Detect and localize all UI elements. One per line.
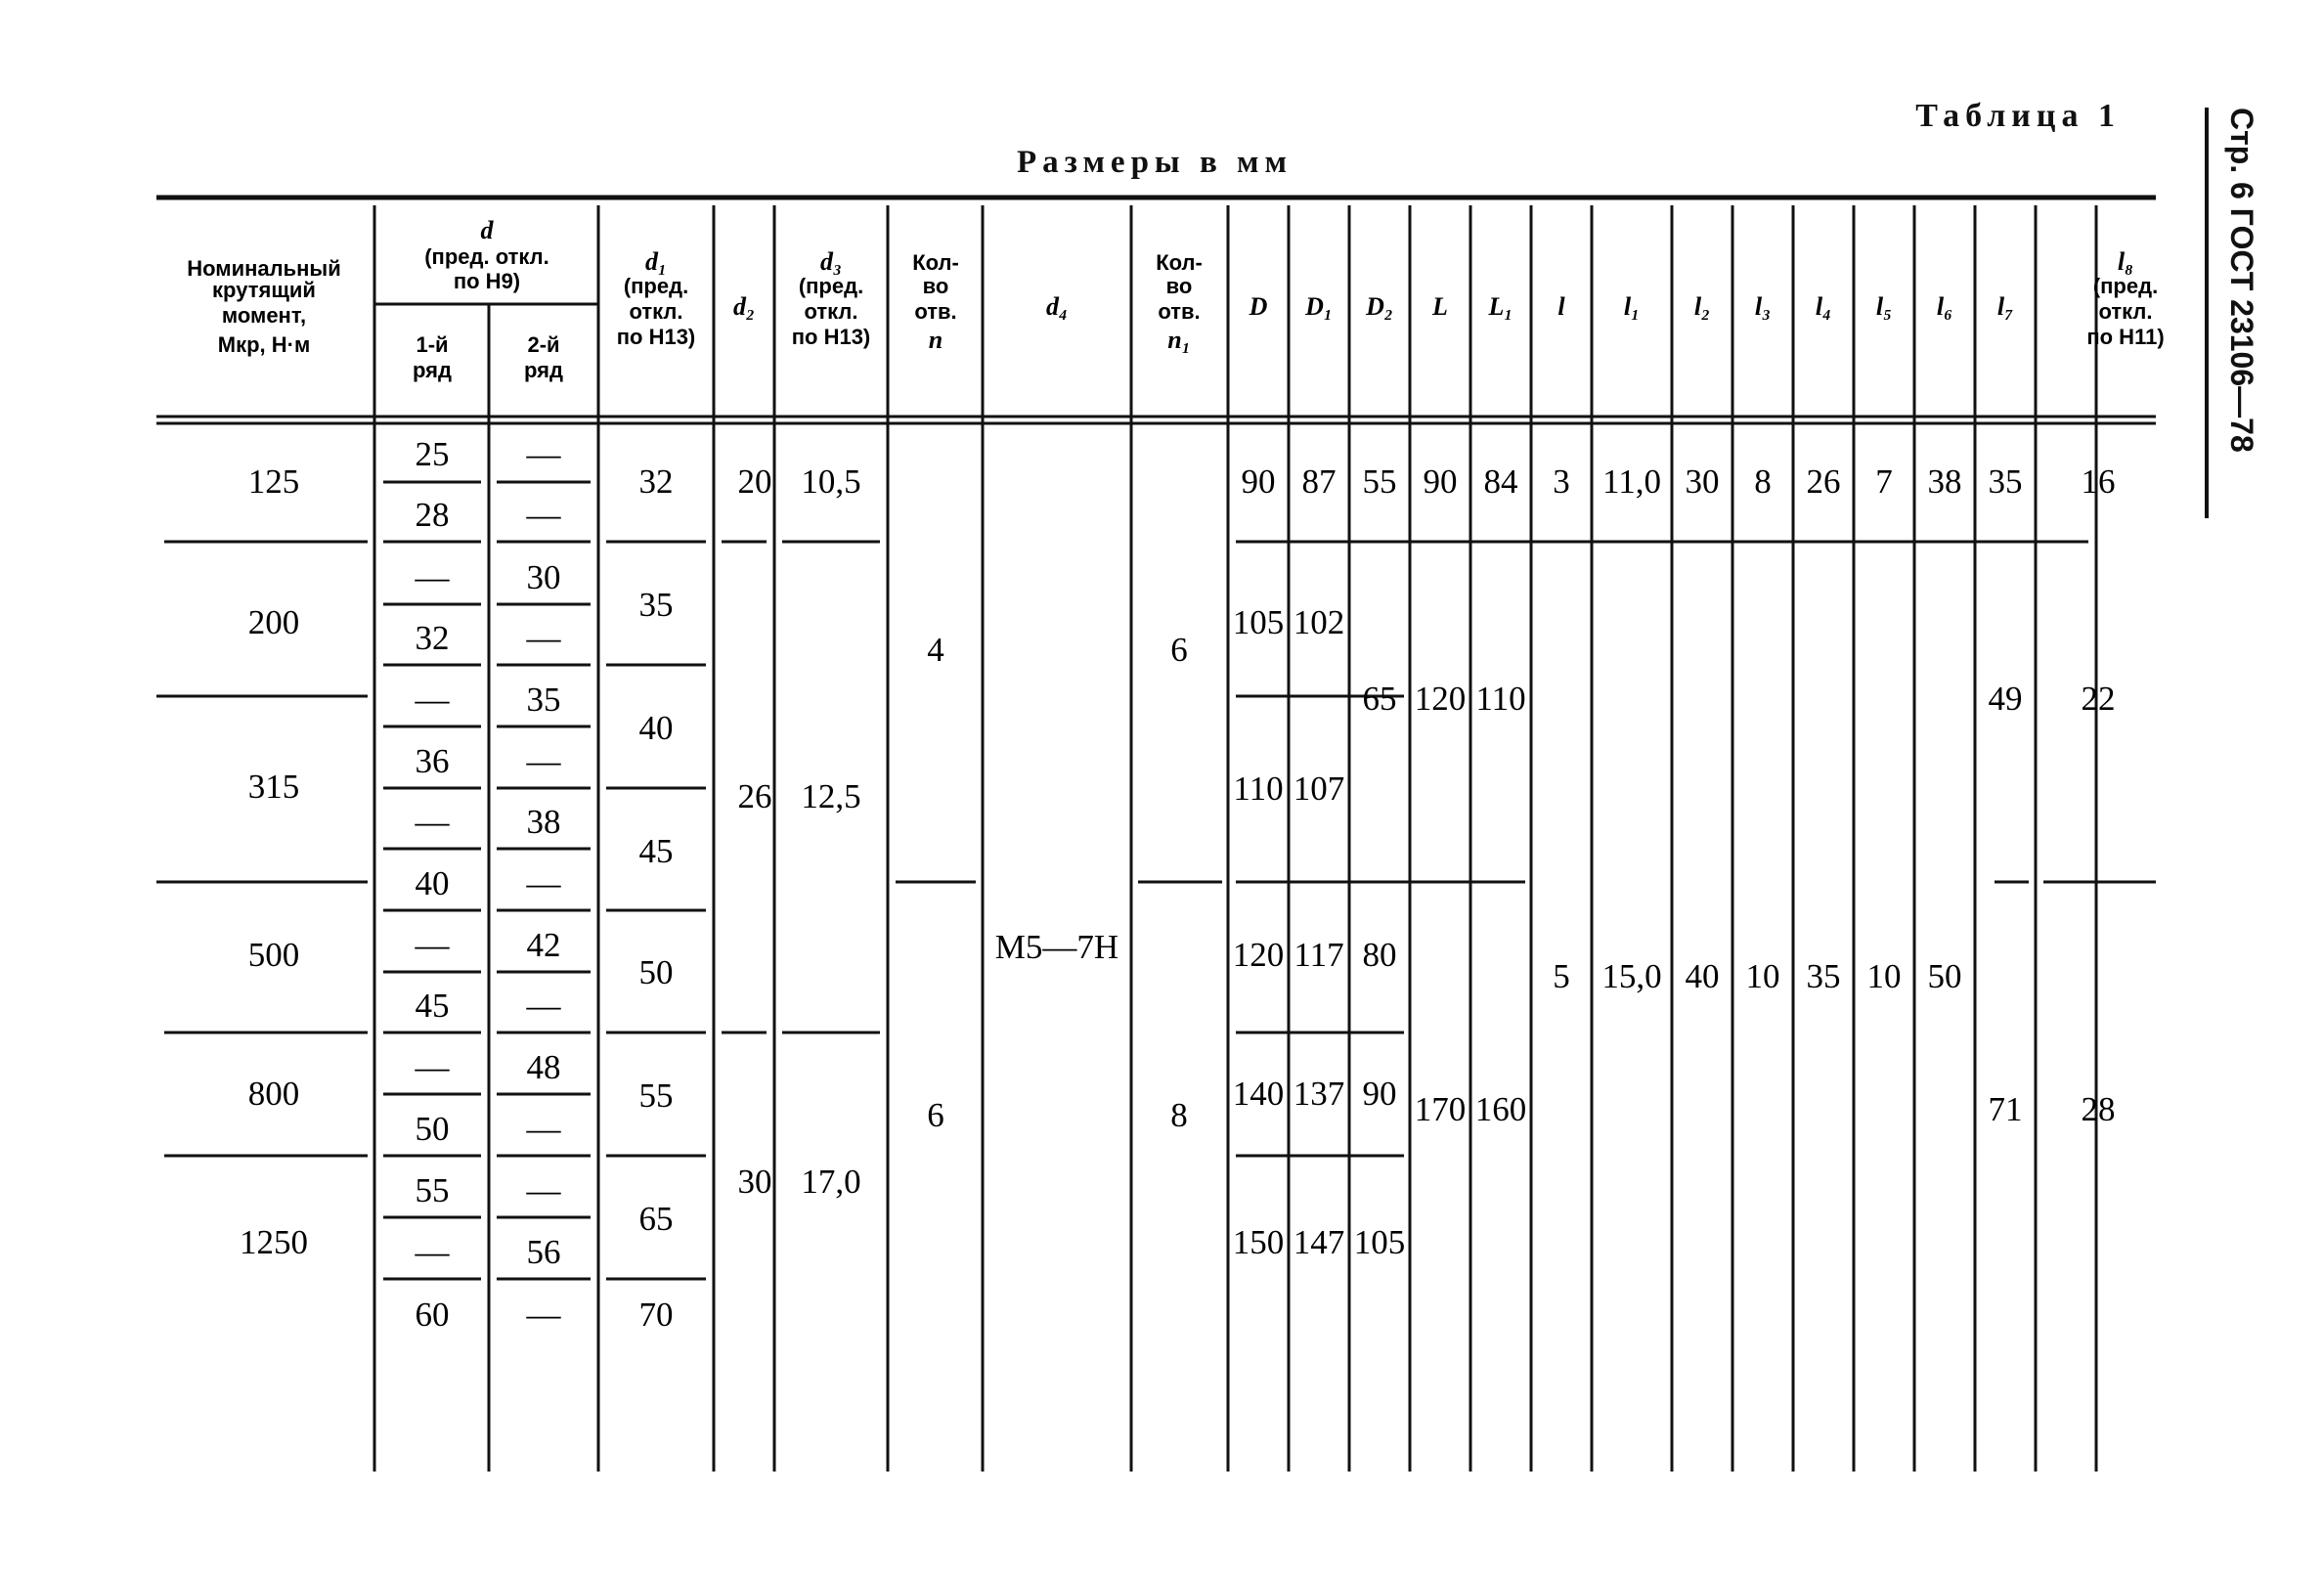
svg-text:15,0: 15,0 [1601,957,1662,995]
column-header-L: L [1432,292,1448,321]
svg-text:107: 107 [1293,769,1345,808]
svg-text:3: 3 [1553,462,1570,501]
svg-text:36: 36 [415,742,450,780]
d2-values [738,462,772,1201]
svg-text:42: 42 [526,926,561,964]
svg-text:50: 50 [1927,957,1962,995]
svg-text:(пред. откл.: (пред. откл. [424,244,549,269]
d-row2-values [526,435,562,1334]
svg-text:ряд: ряд [524,358,563,382]
svg-text:—: — [415,803,450,841]
svg-text:30: 30 [737,1163,772,1201]
svg-text:26: 26 [737,777,772,815]
svg-text:45: 45 [638,832,674,870]
svg-text:d₁: d₁ [644,247,668,276]
side-page-text: Стр. 6 ГОСТ 23106—78 [2224,108,2259,453]
column-header-l6: l₆ [1936,292,1953,321]
d1-values [639,462,674,1334]
svg-text:(пред.: (пред. [2092,274,2159,298]
table-cell: 125 [247,462,300,501]
svg-text:28: 28 [2081,1090,2116,1128]
svg-text:40: 40 [1685,957,1720,995]
svg-text:—: — [526,496,561,534]
svg-text:150: 150 [1232,1223,1285,1261]
svg-text:110: 110 [1233,769,1284,808]
svg-text:50: 50 [638,953,674,991]
column-header-d4: d₄ [1045,292,1069,321]
svg-text:(пред.: (пред. [623,274,689,298]
svg-text:17,0: 17,0 [801,1163,861,1201]
svg-text:32: 32 [638,462,674,501]
svg-text:5: 5 [1553,957,1570,995]
svg-text:—: — [526,987,561,1025]
svg-text:—: — [526,1296,561,1334]
svg-text:10,5: 10,5 [801,462,861,501]
svg-text:откл.: откл. [629,299,683,324]
svg-text:—: — [415,558,450,596]
svg-text:6: 6 [927,1096,944,1134]
svg-text:—: — [415,926,450,964]
column-header-d2: d₂ [732,292,756,321]
svg-text:70: 70 [638,1296,674,1334]
svg-text:—: — [526,742,561,780]
svg-text:d: d [480,216,494,244]
svg-text:35: 35 [1806,957,1841,995]
column-header-d1 [617,247,696,349]
svg-text:n: n [928,326,943,354]
svg-text:40: 40 [415,864,450,902]
svg-text:90: 90 [1241,462,1276,501]
column-header-mkr [187,256,340,357]
svg-text:—: — [526,619,561,657]
svg-text:35: 35 [526,681,561,719]
svg-text:6: 6 [1170,631,1188,669]
svg-text:35: 35 [638,586,674,624]
table-cell: 800 [247,1075,300,1113]
table-cell: 200 [247,603,300,641]
svg-text:25: 25 [415,435,450,473]
svg-text:30: 30 [526,558,561,596]
svg-text:102: 102 [1293,603,1345,641]
D-values [1233,462,1285,1261]
svg-text:137: 137 [1293,1075,1345,1113]
column-lines [374,205,2096,1472]
svg-text:56: 56 [526,1233,561,1271]
svg-text:22: 22 [2081,680,2116,718]
svg-text:n₁: n₁ [1167,326,1191,354]
table-cell: 315 [247,768,300,806]
svg-text:110: 110 [1475,680,1526,718]
svg-text:—: — [415,1233,450,1271]
svg-text:по H11): по H11) [2086,325,2165,349]
svg-text:10: 10 [1866,957,1902,995]
svg-text:7: 7 [1875,462,1893,501]
column-header-l4: l₄ [1815,292,1832,321]
svg-text:45: 45 [415,987,450,1025]
svg-text:55: 55 [638,1077,674,1115]
svg-text:Кол-: Кол- [1156,250,1203,275]
d3-values [801,462,860,1201]
svg-text:105: 105 [1353,1223,1406,1261]
svg-text:по H13): по H13) [616,325,696,349]
svg-text:60: 60 [415,1296,450,1334]
svg-text:71: 71 [1988,1090,2023,1128]
svg-text:1-й: 1-й [416,332,449,357]
svg-text:26: 26 [1806,462,1841,501]
svg-text:(пред.: (пред. [798,274,864,298]
svg-text:16: 16 [2081,462,2116,501]
svg-text:отв.: отв. [1158,299,1201,324]
svg-text:105: 105 [1232,603,1285,641]
column-header-l: l [1557,292,1565,321]
column-header-l1: l₁ [1623,292,1641,321]
column-header-l7: l₇ [1996,292,2014,321]
svg-text:55: 55 [415,1171,450,1209]
svg-text:4: 4 [927,631,944,669]
svg-text:по H13): по H13) [791,325,871,349]
svg-text:65: 65 [638,1200,674,1238]
svg-text:32: 32 [415,619,450,657]
column-header-l8 [2086,247,2164,349]
column-header-D: D [1249,292,1268,321]
svg-text:2-й: 2-й [527,332,560,357]
column-header-n [912,250,959,354]
svg-text:90: 90 [1362,1075,1397,1113]
svg-text:Кол-: Кол- [912,250,959,275]
L-values [1415,462,1467,1128]
svg-text:откл.: откл. [2098,299,2153,324]
svg-text:ряд: ряд [413,358,452,382]
svg-text:55: 55 [1362,462,1397,501]
svg-text:120: 120 [1414,680,1467,718]
svg-text:Mкр, Н·м: Mкр, Н·м [217,332,311,357]
d4-value: M5—7H [994,928,1119,966]
svg-text:90: 90 [1423,462,1458,501]
svg-text:38: 38 [526,803,561,841]
svg-text:откл.: откл. [804,299,858,324]
column-header-L1: L₁ [1488,292,1513,321]
column-header-l2: l₂ [1693,292,1711,321]
svg-text:—: — [526,1110,561,1148]
svg-text:48: 48 [526,1048,561,1086]
svg-text:Номинальный: Номинальный [187,256,341,281]
svg-text:—: — [526,864,561,902]
svg-text:8: 8 [1754,462,1772,501]
column-header-D2: D₂ [1366,292,1393,321]
svg-text:отв.: отв. [914,299,957,324]
svg-text:38: 38 [1927,462,1962,501]
svg-text:35: 35 [1988,462,2023,501]
svg-text:—: — [526,1171,561,1209]
table-cell: 500 [247,936,300,974]
svg-text:49: 49 [1988,680,2023,718]
svg-text:120: 120 [1232,936,1285,974]
svg-text:30: 30 [1685,462,1720,501]
l7-values [1989,462,2023,1128]
svg-text:65: 65 [1362,680,1397,718]
d-row1-values [415,435,451,1334]
svg-text:11,0: 11,0 [1602,462,1661,501]
column-header-l3: l₃ [1754,292,1772,321]
L1-values [1475,462,1527,1128]
svg-text:84: 84 [1483,462,1518,501]
svg-text:по H9): по H9) [453,269,521,293]
svg-text:во: во [922,274,949,298]
D1-values [1294,462,1345,1261]
l8-values [2082,462,2116,1128]
svg-text:170: 170 [1414,1090,1467,1128]
D2-values [1354,462,1406,1261]
svg-text:117: 117 [1294,936,1344,974]
svg-text:l₈: l₈ [2117,247,2134,276]
svg-text:—: — [415,681,450,719]
units-caption: Размеры в мм [1017,145,1293,180]
svg-text:80: 80 [1362,936,1397,974]
svg-text:12,5: 12,5 [801,777,861,815]
svg-text:момент,: момент, [221,303,307,328]
column-header-D1: D₁ [1305,292,1333,321]
svg-text:147: 147 [1293,1223,1345,1261]
svg-text:—: — [415,1048,450,1086]
column-header-n1 [1156,250,1203,354]
table-cell: 1250 [240,1223,308,1261]
svg-text:во: во [1165,274,1193,298]
svg-text:крутящий: крутящий [212,278,316,302]
svg-text:87: 87 [1301,462,1337,501]
column-header-d3 [792,247,871,349]
svg-text:8: 8 [1170,1096,1188,1134]
svg-text:40: 40 [638,709,674,747]
mkr-values [240,462,308,1261]
svg-text:20: 20 [737,462,772,501]
svg-text:160: 160 [1474,1090,1527,1128]
svg-text:28: 28 [415,496,450,534]
svg-text:140: 140 [1232,1075,1285,1113]
table-title: Таблица 1 [1915,98,2121,134]
svg-text:—: — [526,435,561,473]
svg-text:10: 10 [1745,957,1780,995]
column-header-l5: l₅ [1875,292,1893,321]
svg-text:d₃: d₃ [819,247,843,276]
row-lines [156,482,2156,1279]
svg-text:50: 50 [415,1110,450,1148]
